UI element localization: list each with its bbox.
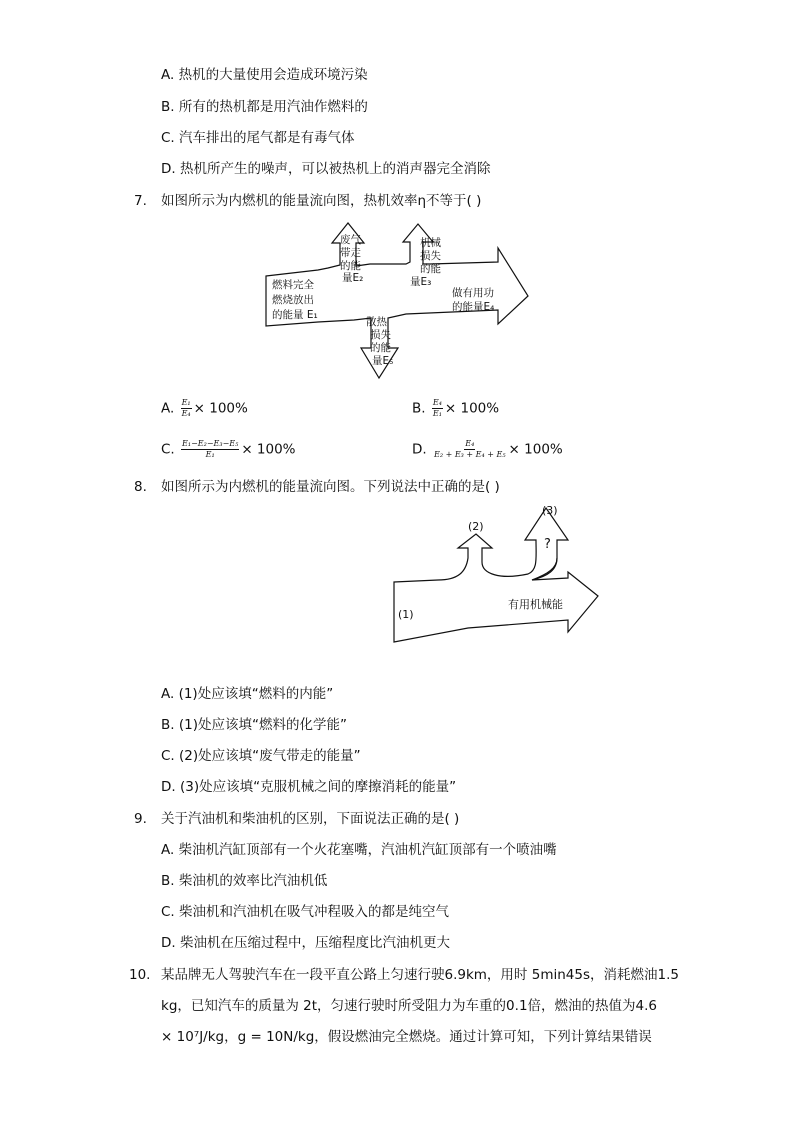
q6-option-d: D. 热机所产生的噪声，可以被热机上的消声器完全消除 [161, 161, 491, 177]
q7-mech-label-2: 损失 [420, 250, 441, 262]
q7-heat-label-4: 量E₅ [372, 355, 394, 367]
q6-option-a: A. 热机的大量使用会造成环境污染 [161, 67, 368, 83]
q7-option-b: B. $\frac{\text{E₄}}{\text{E₁}}$ × 100% [412, 398, 500, 418]
q9-option-b: B. 柴油机的效率比汽油机低 [161, 873, 328, 889]
q7-fuel-label-2: 燃烧放出 [272, 294, 314, 306]
q6-option-b: B. 所有的热机都是用汽油作燃料的 [161, 99, 368, 115]
q7-exhaust-label-1: 废气 [340, 234, 361, 246]
q7-mech-label-1: 机械 [420, 237, 441, 249]
q7-option-d: D. $\frac{\text{E₄}}{\text{E₂ + E₃ + E₄ + E₅}}$ × 100% [412, 439, 563, 459]
q7-useful-label-2: 的能量E₄ [452, 301, 495, 313]
q7-option-a: A. $\frac{\text{E₁}}{\text{E₄}}$ × 100% [161, 398, 248, 418]
q7-mech-label-4: 量E₃ [410, 276, 432, 288]
q8-option-b: B. (1)处应该填“燃料的化学能” [161, 717, 347, 733]
q6-option-c: C. 汽车排出的尾气都是有毒气体 [161, 130, 355, 146]
q9-option-c: C. 柴油机和汽油机在吸气冲程吸入的都是纯空气 [161, 904, 450, 920]
q9-number: 9. [134, 811, 147, 827]
q7-heat-label-1: 散热 [366, 316, 387, 328]
q7-heat-label-2: 损失 [370, 329, 391, 341]
q7-option-c: C. $\frac{\text{E₁−E₂−E₃−E₅}}{\text{E₁}}$ × 100% [161, 439, 296, 459]
q8-option-d: D. (3)处应该填“克服机械之间的摩擦消耗的能量” [161, 779, 457, 795]
q7-exhaust-label-2: 带走 [340, 247, 361, 259]
q7-energy-flow-diagram [258, 218, 538, 386]
q7-heat-label-3: 的能 [370, 342, 391, 354]
q8-question-mark: ? [544, 537, 551, 552]
q7-exhaust-label-4: 量E₂ [342, 272, 364, 284]
q9-stem: 关于汽油机和柴油机的区别，下面说法正确的是( ) [161, 811, 460, 827]
q7-useful-label-1: 做有用功 [452, 287, 494, 299]
q10-line-3: × 10⁷J/kg，g = 10N/kg，假设燃油完全燃烧。通过计算可知，下列计算结果错误 [161, 1029, 652, 1045]
q9-option-d: D. 柴油机在压缩过程中，压缩程度比汽油机更大 [161, 935, 450, 951]
q7-number: 7. [134, 193, 147, 209]
q8-label-3: (3) [542, 504, 558, 517]
q7-stem: 如图所示为内燃机的能量流向图，热机效率η不等于( ) [161, 193, 482, 209]
q7-exhaust-label-3: 的能 [340, 260, 361, 272]
q8-useful-label: 有用机械能 [508, 598, 563, 611]
q8-energy-flow-diagram [388, 500, 604, 648]
q8-option-c: C. (2)处应该填“废气带走的能量” [161, 748, 361, 764]
q8-label-2: (2) [468, 520, 484, 533]
q7-mech-label-3: 的能 [420, 263, 441, 275]
q10-number: 10. [129, 967, 151, 983]
q8-label-1: (1) [398, 608, 414, 621]
q10-line-2: kg，已知汽车的质量为 2t，匀速行驶时所受阻力为车重的0.1倍，燃油的热值为4.6 [161, 998, 657, 1014]
q7-fuel-label-3: 的能量 E₁ [272, 309, 318, 321]
q8-option-a: A. (1)处应该填“燃料的内能” [161, 686, 334, 702]
q7-fuel-label-1: 燃料完全 [272, 279, 314, 291]
q8-stem: 如图所示为内燃机的能量流向图。下列说法中正确的是( ) [161, 479, 500, 495]
q8-number: 8. [134, 479, 147, 495]
q9-option-a: A. 柴油机汽缸顶部有一个火花塞嘴，汽油机汽缸顶部有一个喷油嘴 [161, 842, 557, 858]
q10-line-1: 某品牌无人驾驶汽车在一段平直公路上匀速行驶6.9km，用时 5min45s，消耗燃油1.5 [161, 967, 679, 983]
